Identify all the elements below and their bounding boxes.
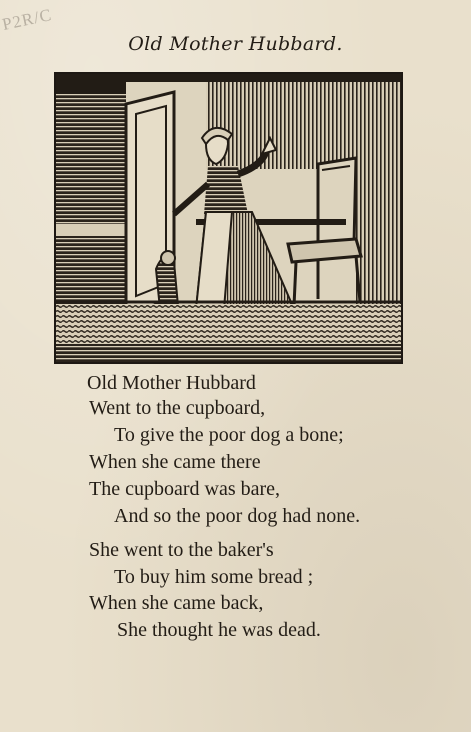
pencil-margin-note: P2R/C	[0, 4, 54, 35]
poem-line: To buy him some bread ;	[114, 566, 314, 588]
poem-line: She thought he was dead.	[117, 619, 321, 641]
poem-line: To give the poor dog a bone;	[114, 424, 344, 446]
woodcut-image	[56, 74, 401, 362]
poem-line: When she came back,	[89, 592, 264, 614]
poem-line: Went to the cupboard,	[89, 397, 266, 419]
woodcut-illustration	[54, 72, 403, 364]
poem-line: The cupboard was bare,	[89, 478, 281, 500]
poem-line: When she came there	[89, 451, 261, 473]
poem-line: She went to the baker's	[89, 539, 274, 561]
page-title: Old Mother Hubbard.	[128, 33, 343, 55]
poem-line: Old Mother Hubbard	[87, 372, 256, 394]
poem-line: And so the poor dog had none.	[114, 505, 361, 527]
